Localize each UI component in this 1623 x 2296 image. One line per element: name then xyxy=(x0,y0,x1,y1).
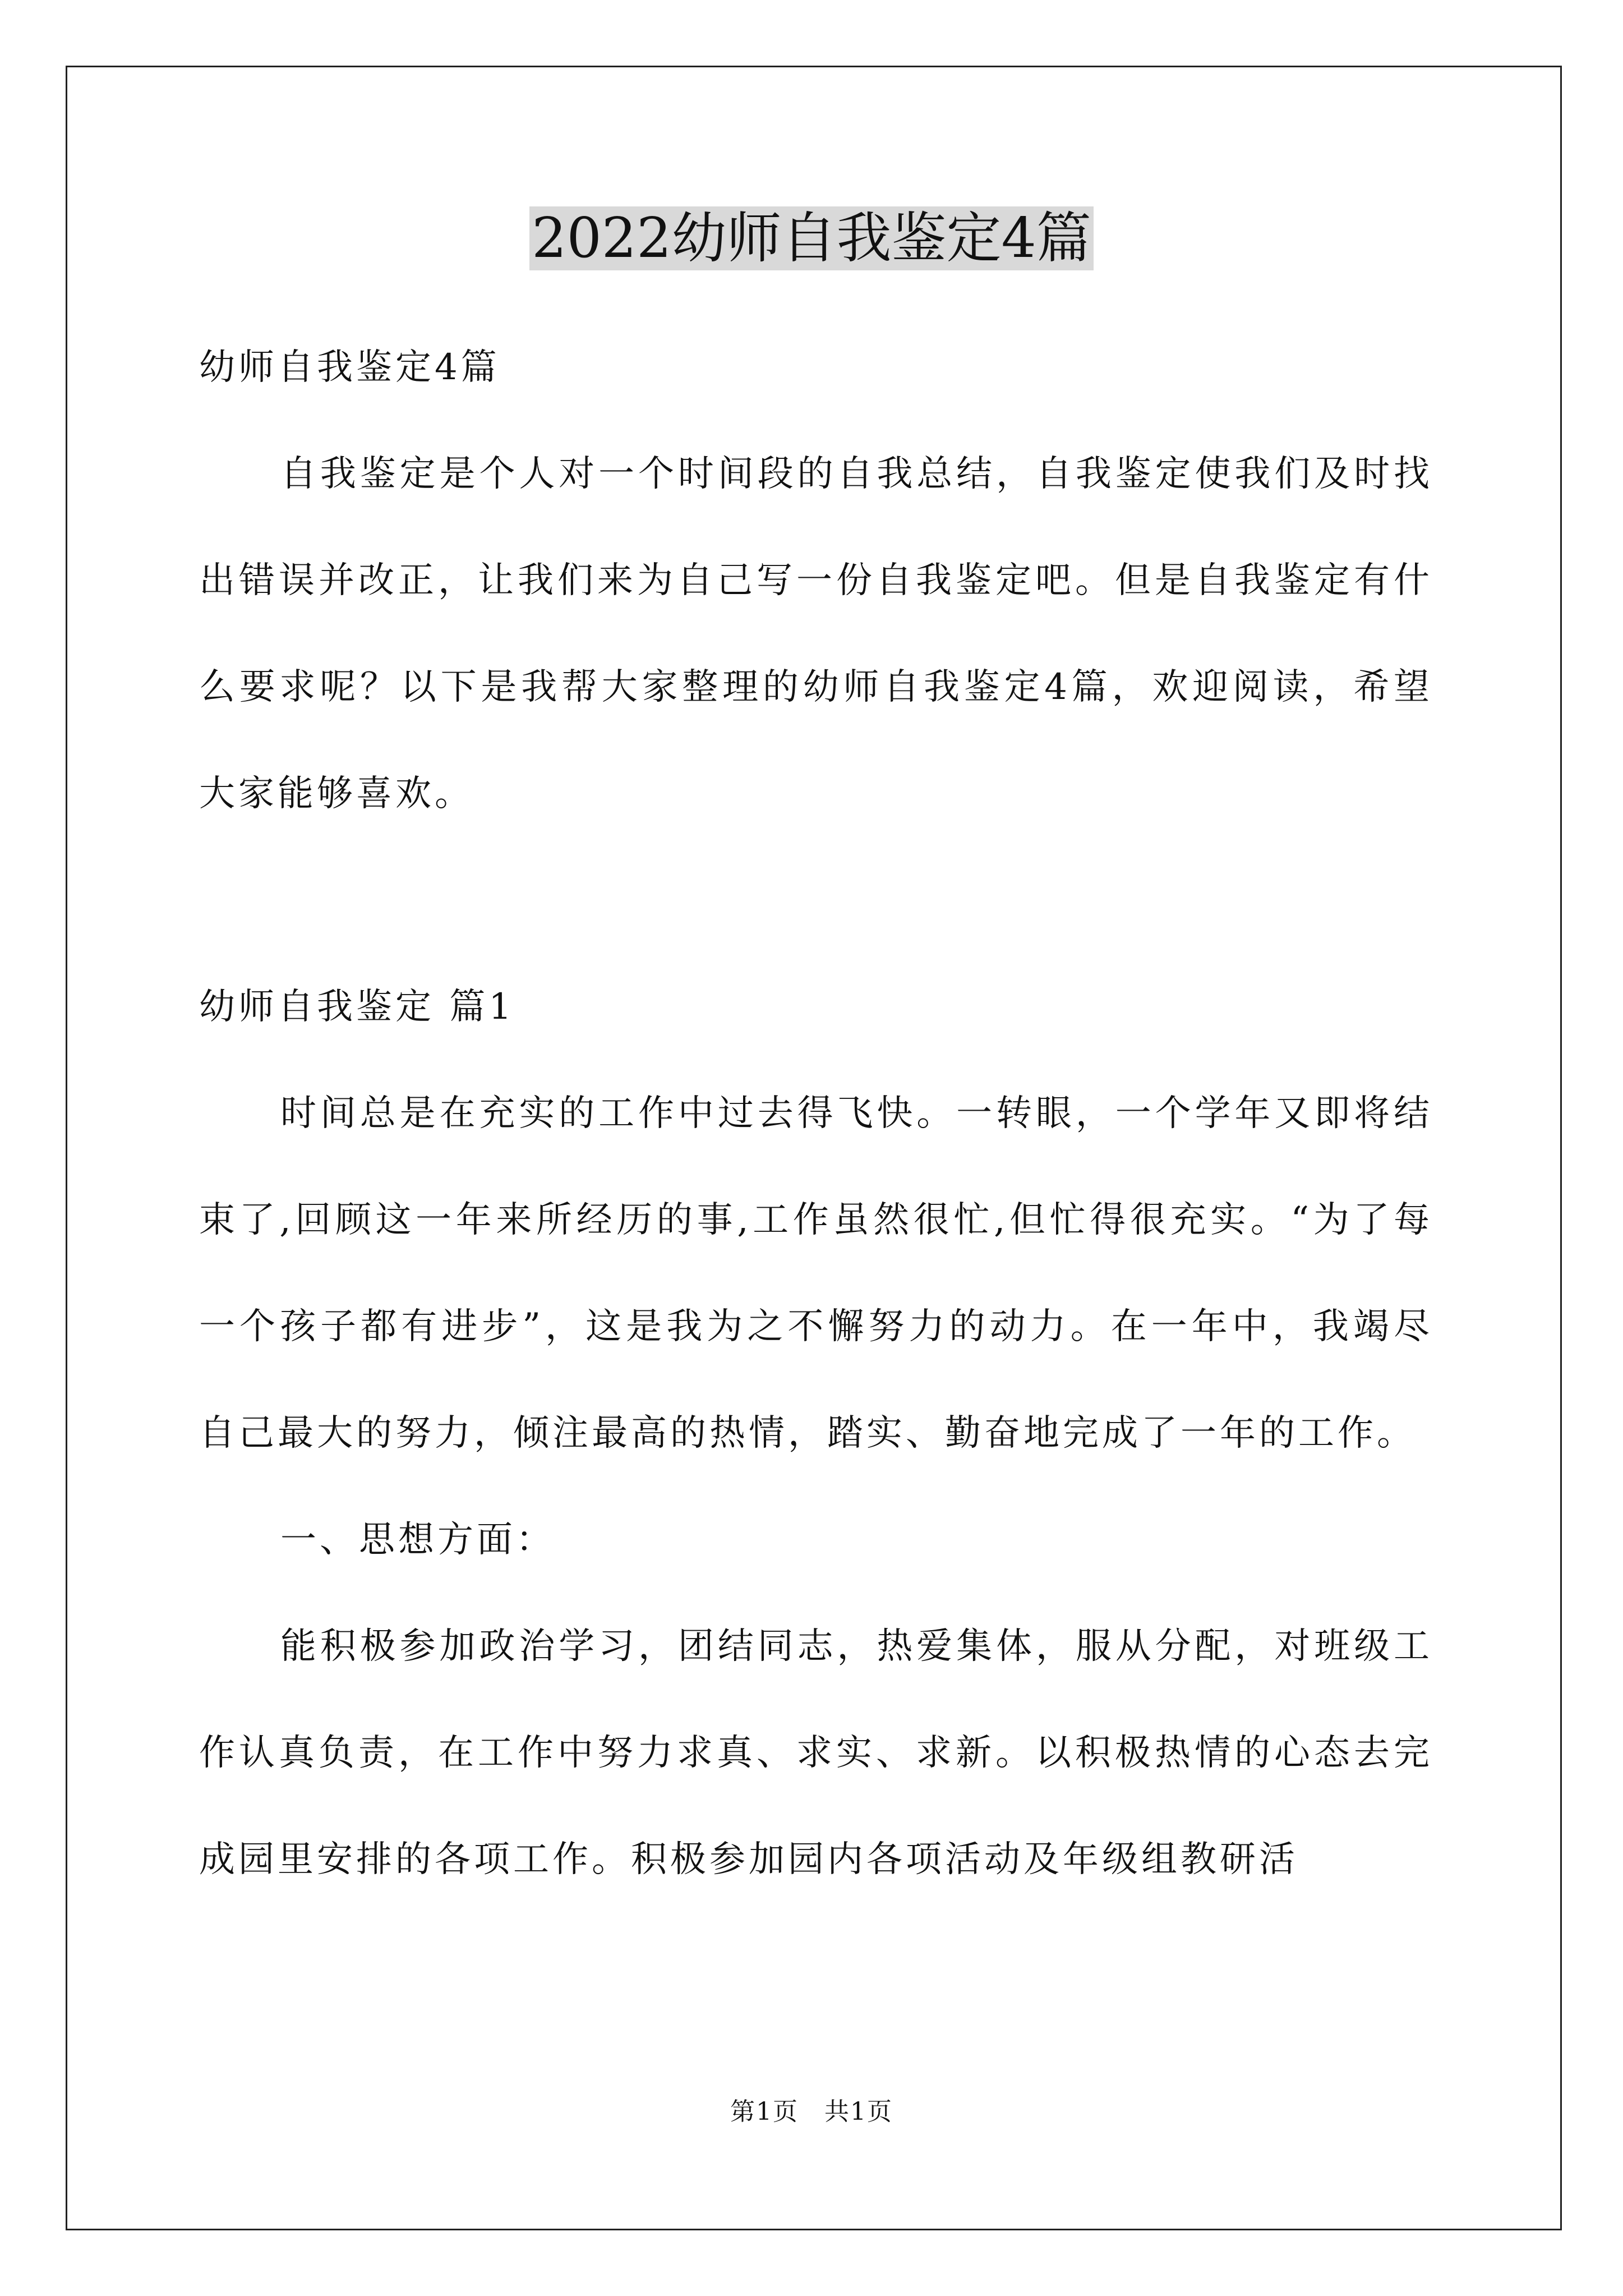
document-title xyxy=(0,199,1623,278)
document-subtitle: 幼师自我鉴定4篇 xyxy=(199,347,500,388)
section-paragraph: 能积极参加政治学习，团结同志，热爱集体，服从分配，对班级工作认真负责，在工作中努力求真、求实、求新。以积极热情的心态去完成园里安排的各项工作。积极参加园内各项活动及年级组教研活 xyxy=(199,1626,1433,1880)
document-body xyxy=(199,314,1433,1913)
page-footer: 第1页 共1页 xyxy=(730,2097,893,2126)
intro-paragraph: 自我鉴定是个人对一个时间段的自我总结，自我鉴定使我们及时找出错误并改正，让我们来为自己写一份自我鉴定吧。但是自我鉴定有什么要求呢？以下是我帮大家整理的幼师自我鉴定4篇，欢迎阅读，希望大家能够喜欢。 xyxy=(199,453,1433,815)
section-subheading: 一、思想方面： xyxy=(280,1519,555,1561)
document-title-text: 2022幼师自我鉴定4篇 xyxy=(529,206,1094,270)
section-spacer xyxy=(199,847,1433,954)
section-paragraph: 时间总是在充实的工作中过去得飞快。一转眼，一个学年又即将结束了,回顾这一年来所经历的事,工作虽然很忙,但忙得很充实。“为了每一个孩子都有进步”，这是我为之不懈努力的动力。在一年中，我竭尽自己最大的努力，倾注最高的热情，踏实、勤奋地完成了一年的工作。 xyxy=(199,1093,1433,1454)
section-heading: 幼师自我鉴定 篇1 xyxy=(199,986,515,1028)
